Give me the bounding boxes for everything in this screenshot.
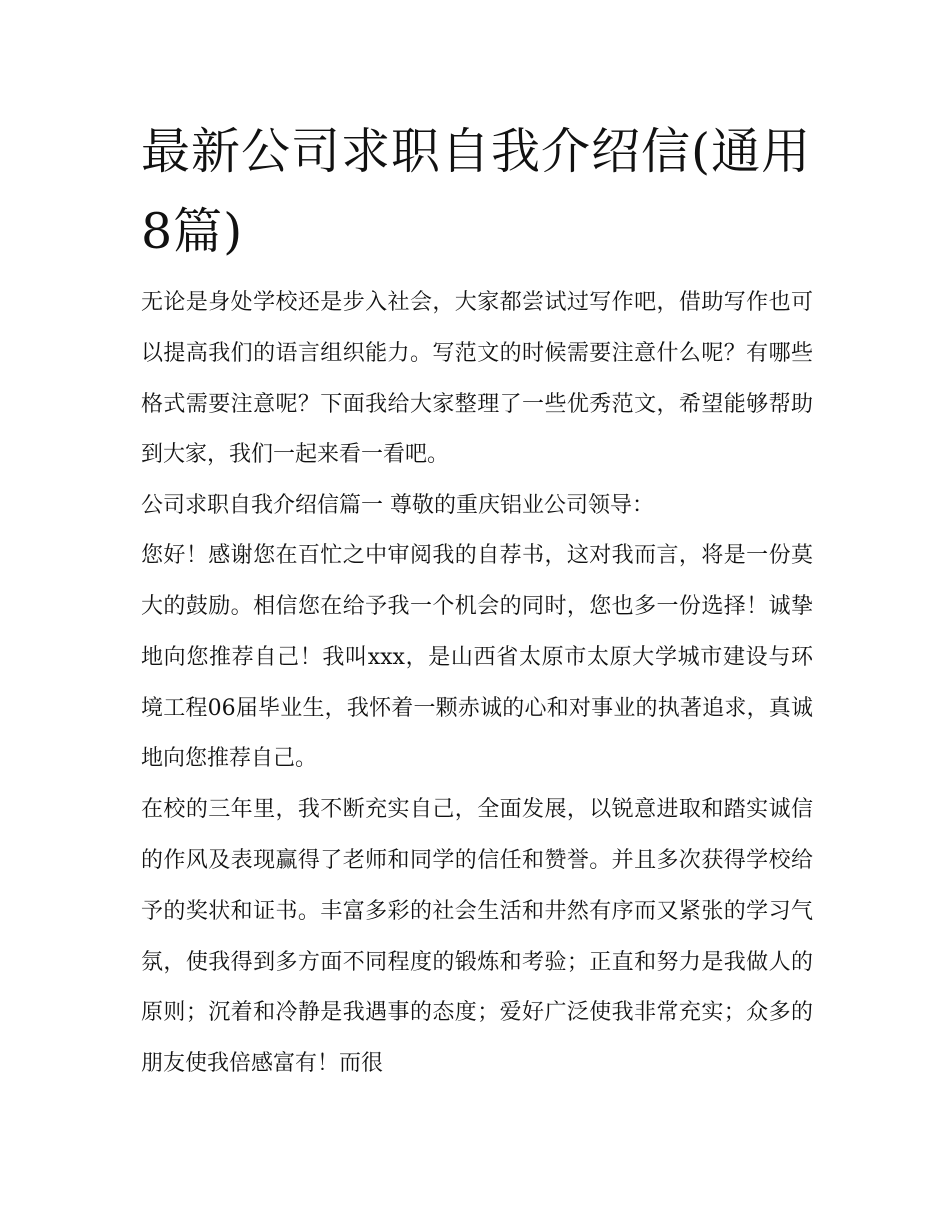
document-page <box>141 112 813 1090</box>
intro-paragraph: 无论是身处学校还是步入社会，大家都尝试过写作吧，借助写作也可以提高我们的语言组织能力。写范文的时候需要注意什么呢？有哪些格式需要注意呢？下面我给大家整理了一些优秀范文，希望能够帮助到大家，我们一起来看一看吧。 <box>141 290 813 468</box>
letter-heading-paragraph: 公司求职自我介绍信篇一 尊敬的重庆铝业公司领导： <box>141 493 654 519</box>
greeting-paragraph: 您好！感谢您在百忙之中审阅我的自荐书，这对我而言，将是一份莫大的鼓励。相信您在给予我一个机会的同时，您也多一份选择！诚挚地向您推荐自己！我叫xxx，是山西省太原市太原大学城市建设与环境工程06届毕业生，我怀着一颗赤诚的心和对事业的执著追求，真诚地向您推荐自己。 <box>141 543 813 772</box>
document-title: 最新公司求职自我介绍信(通用8篇) <box>141 123 812 260</box>
school-life-paragraph: 在校的三年里，我不断充实自己，全面发展，以锐意进取和踏实诚信的作风及表现赢得了老师和同学的信任和赞誉。并且多次获得学校给予的奖状和证书。丰富多彩的社会生活和井然有序而又紧张的学习气氛，使我得到多方面不同程度的锻炼和考验；正直和努力是我做人的原则；沉着和冷静是我遇事的态度；爱好广泛使我非常充实；众多的朋友使我倍感富有！而很 <box>141 797 813 1077</box>
